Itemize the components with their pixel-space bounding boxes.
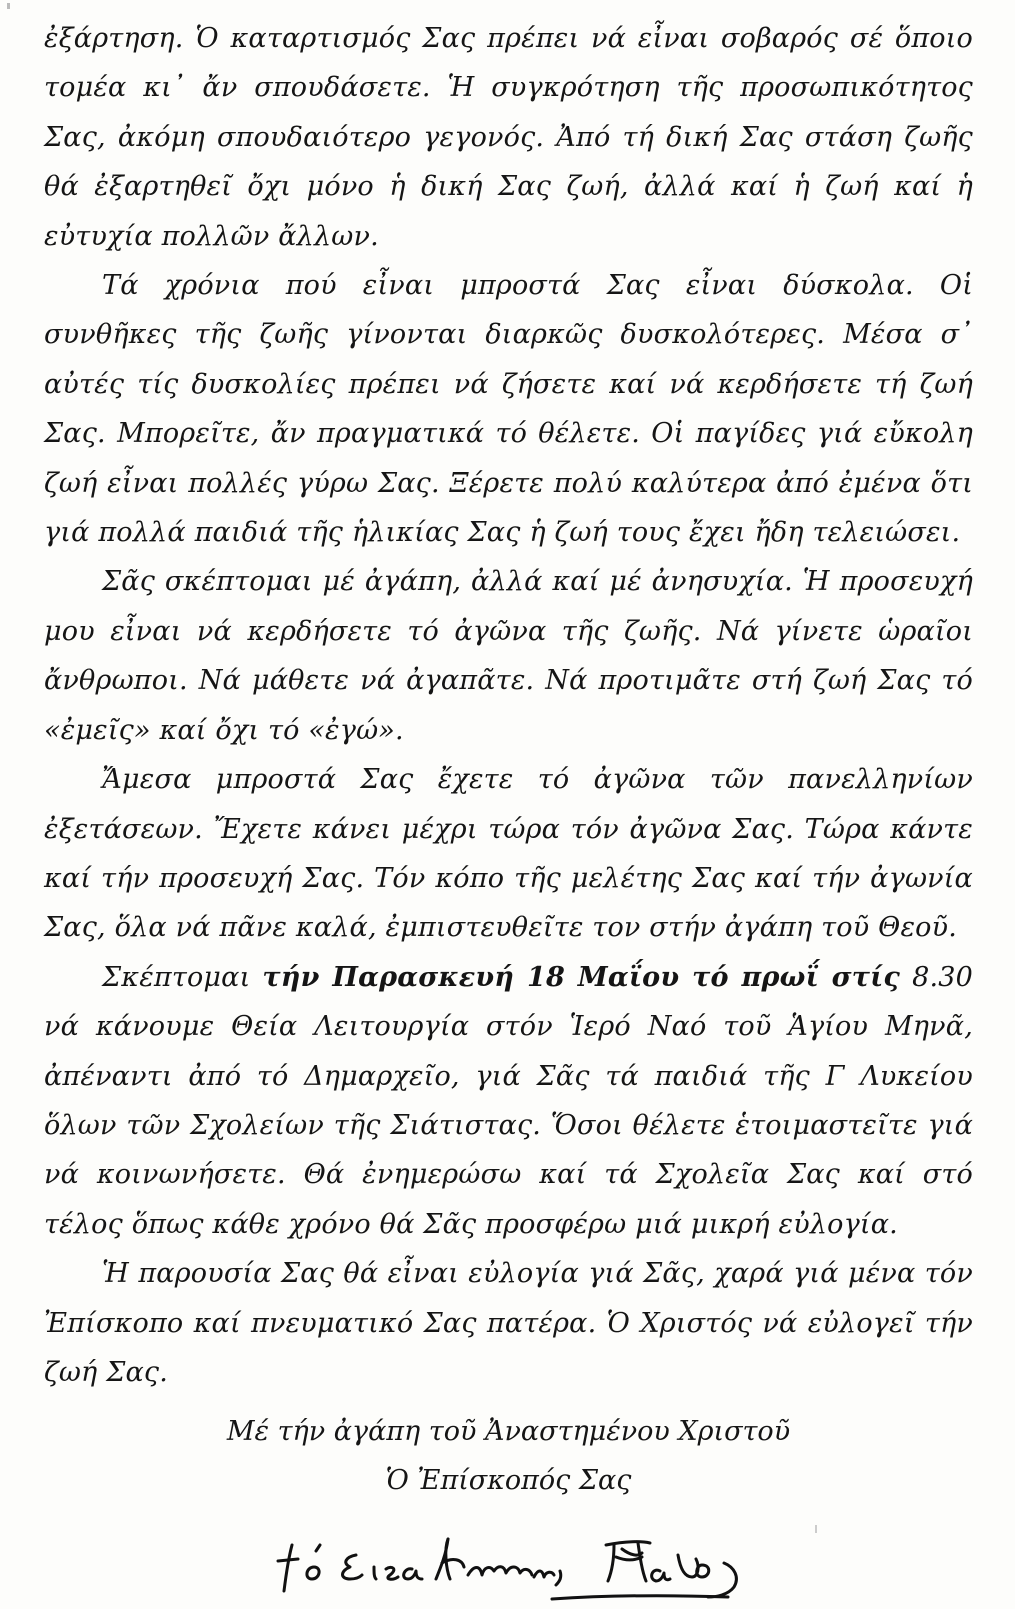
paragraph-6: Ἡ παρουσία Σας θά εἶναι εὐλογία γιά Σᾶς, χαρά γιά μένα τόν Ἐπίσκοπο καί πνευματικό Σας πατέρα. Ὁ Χριστός νά εὐλογεῖ τήν ζωή Σας. <box>44 1258 973 1388</box>
paragraph-3: Σᾶς σκέπτομαι μέ ἀγάπη, ἀλλά καί μέ ἀνησυχία. Ἡ προσευχή μου εἶναι νά κερδήσετε τό ἀγῶνα τῆς ζωῆς. Νά γίνετε ὡραῖοι ἄνθρωποι. Νά μάθετε νά ἀγαπᾶτε. Νά προτιμᾶτε στή ζωή Σας τό «ἐμεῖς» καί ὄχι τό «ἐγώ». <box>44 566 973 746</box>
closing-title: Ὁ Ἐπίσκοπός Σας <box>385 1465 632 1497</box>
scan-speck <box>7 3 10 9</box>
paragraph-5-rest: 8.30 νά κάνουμε Θεία Λειτουργία στόν Ἱερό Ναό τοῦ Ἁγίου Μηνᾶ, ἀπέναντι ἀπό τό Δημαρχεῖο, γιά Σᾶς τά παιδιά τῆς Γ Λυκείου ὅλων τῶν Σχολείων τῆς Σιάτιστας. Ὅσοι θέλετε ἑτοιμαστεῖτε γιά νά κοινωνήσετε. Θά ἐνημερώσω καί τά Σχολεῖα Σας καί στό τέλος ὅπως κάθε χρόνο θά Σᾶς προσφέρω μιά μικρή εὐλογία. <box>44 961 974 1240</box>
scan-speck <box>815 1525 817 1533</box>
paragraph-2: Τά χρόνια πού εἶναι μπροστά Σας εἶναι δύσκολα. Οἱ συνθῆκες τῆς ζωῆς γίνονται διαρκῶς δυσκολότερες. Μέσα σ᾽ αὐτές τίς δυσκολίες πρέπει νά ζήσετε καί νά κερδήσετε τή ζωή Σας. Μπορεῖτε, ἄν πραγματικά τό θέλετε. Οἱ παγίδες γιά εὔκολη ζωή εἶναι πολλές γύρω Σας. Ξέρετε πολύ καλύτερα ἀπό ἐμένα ὅτι γιά πολλά παιδιά τῆς ἡλικίας Σας ἡ ζωή τους ἔχει ἤδη τελειώσει. <box>44 270 973 549</box>
handwritten-signature <box>276 1515 776 1605</box>
paragraph-5-start: Σκέπτομαι <box>102 961 263 993</box>
paragraph-5-bold: τήν Παρασκευή 18 Μαΐου τό πρωΐ στίς <box>262 961 901 993</box>
paragraph-1: ἐξάρτηση. Ὁ καταρτισμός Σας πρέπει νά εἶναι σοβαρός σέ ὅποιο τομέα κι᾽ ἄν σπουδάσετε. Ἡ συγκρότηση τῆς προσωπικότητος Σας, ἀκόμη σπουδαιότερο γεγονός. Ἀπό τή δική Σας στάση ζωῆς θά ἐξαρτηθεῖ ὄχι μόνο ἡ δική Σας ζωή, ἀλλά καί ἡ ζωή καί ἡ εὐτυχία πολλῶν ἄλλων. <box>44 23 973 252</box>
paragraph-5 <box>44 953 973 1249</box>
paragraph-4: Ἄμεσα μπροστά Σας ἔχετε τό ἀγῶνα τῶν πανελληνίων ἐξετάσεων. Ἔχετε κάνει μέχρι τώρα τόν ἀγῶνα Σας. Τώρα κάντε καί τήν προσευχή Σας. Τόν κόπο τῆς μελέτης Σας καί τήν ἀγωνία Σας, ὅλα νά πᾶνε καλά, ἐμπιστευθεῖτε τον στήν ἀγάπη τοῦ Θεοῦ. <box>44 764 973 944</box>
closing-greeting: Μέ τήν ἀγάπη τοῦ Ἀναστημένου Χριστοῦ <box>226 1416 791 1448</box>
